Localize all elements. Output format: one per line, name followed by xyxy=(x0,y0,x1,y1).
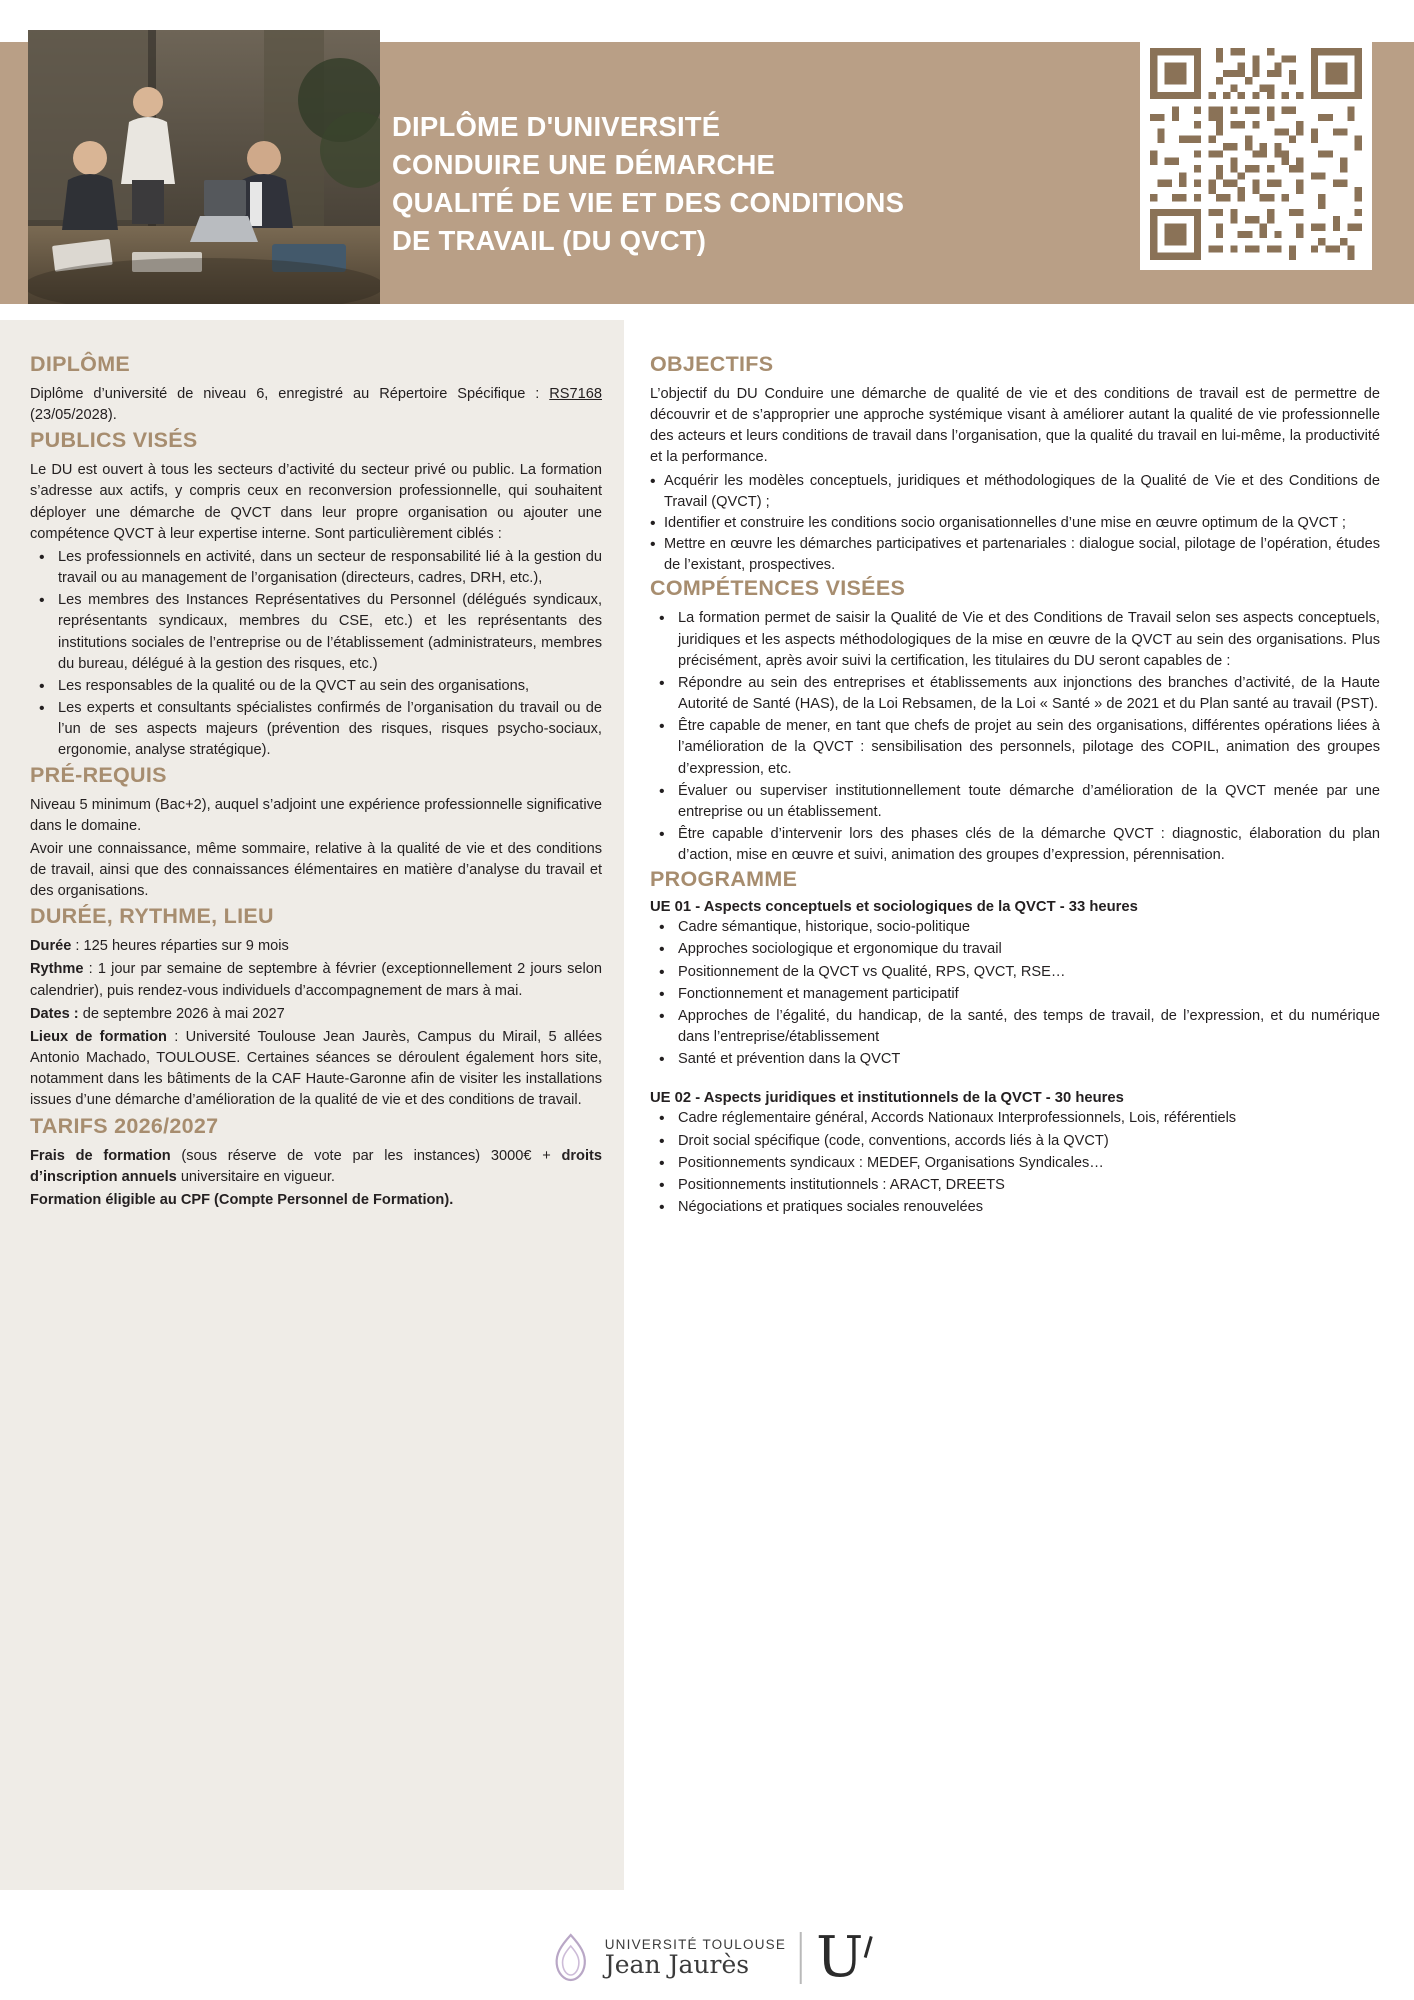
list-item: • Identifier et construire les conditions socio organisationnelles d’une mise en œuvre optimum de la QVCT ; xyxy=(650,513,1380,534)
list-item: • Être capable d’intervenir lors des phases clés de la démarche QVCT : diagnostic, élaboration du plan d’action, mise en œuvre et suivi, animation des groupes d’expression, pérennisation. xyxy=(676,824,1380,866)
lieux-value: : Université Toulouse Jean Jaurès, Campus du Mirail, 5 allées Antonio Machado, TOULOUSE. Certaines séances se déroulent également hors site, notamment dans les bâtiments de la CAF Haute-Garonne afin de visiter les installations issues d’une démarche d’amélioration de la qualité de vie et des conditions de travail. xyxy=(30,1028,603,1109)
list-item: • Acquérir les modèles conceptuels, juridiques et méthodologiques de la Qualité de Vie et des Conditions de Travail (QVCT) ; xyxy=(650,471,1380,513)
right-column xyxy=(650,352,1380,1219)
diplome-text xyxy=(30,384,602,426)
list-item: • Les professionnels en activité, dans un secteur de responsabilité lié à la gestion du travail ou au management de l’organisation (directeurs, cadres, DRH, etc.), xyxy=(56,547,602,589)
ue01-list xyxy=(650,917,1380,1070)
university-logo xyxy=(551,1925,864,1990)
section-diplome-heading: DIPLÔME xyxy=(30,352,131,376)
logo-wordmark xyxy=(605,1938,786,1978)
poster-footer xyxy=(0,1890,1414,2000)
logo-divider xyxy=(800,1932,802,1984)
diplome-text-before: Diplôme d’université de niveau 6, enregistré au Répertoire Spécifique : xyxy=(30,386,550,402)
list-item: • La formation permet de saisir la Qualité de Vie et des Conditions de Travail selon ses aspects conceptuels, juridiques et les aspects méthodologiques de la mise en œuvre de la QVCT au sein des organisations. Plus précisément, après avoir suivi la certification, les titulaires du DU seront capables de : xyxy=(676,608,1380,671)
section-prerequis-heading: PRÉ-REQUIS xyxy=(30,762,167,787)
title-line-4: DE TRAVAIL (DU QVCT) xyxy=(392,224,707,256)
title-line-2: CONDUIRE UNE DÉMARCHE xyxy=(392,148,776,180)
poster-header xyxy=(0,0,1414,320)
list-item: • Répondre au sein des entreprises et établissements aux injonctions des branches d’activité, de la Haute Autorité de Santé (HAS), de la Loi Rebsamen, de la Loi « Santé » de 2021 et du Plan santé au travail (PST). xyxy=(676,673,1380,715)
objectifs-intro: L’objectif du DU Conduire une démarche de qualité de vie et des conditions de travail est de permettre de découvrir et de s’approprier une approche systémique visant à améliorer autant la qualité de vie professionnelle des acteurs et leurs conditions de travail dans l’organisation, que la qualité du travail en lui-même, la productivité et la performance. xyxy=(650,386,1380,466)
dates-label: Dates : xyxy=(30,1005,79,1022)
list-item: • Positionnement de la QVCT vs Qualité, RPS, QVCT, RSE… xyxy=(676,962,1380,983)
list-item: • Négociations et pratiques sociales renouvelées xyxy=(676,1197,1380,1218)
section-competences-heading: COMPÉTENCES VISÉES xyxy=(650,576,906,601)
logo-u-mark xyxy=(816,1925,864,1990)
list-item: • Fonctionnement et management participatif xyxy=(676,984,1380,1005)
lieux-line xyxy=(30,1027,602,1112)
frais-label: Frais de formation xyxy=(30,1147,171,1164)
rythme-label: Rythme xyxy=(30,961,84,978)
list-item: • Droit social spécifique (code, conventions, accords liés à la QVCT) xyxy=(676,1131,1380,1152)
list-item: • Les membres des Instances Représentatives du Personnel (délégués syndicaux, représentants syndicaux, membres du CSE, etc.) et les représentants des institutions sociales de l’entreprise ou de l’établissement (administrateurs, membres du bureau, délégué à la gestion des risques, etc.) xyxy=(56,590,602,675)
logo-line-1: UNIVERSITÉ TOULOUSE xyxy=(604,1936,787,1952)
meeting-photo-illustration xyxy=(28,30,380,304)
list-item: • Santé et prévention dans la QVCT xyxy=(676,1049,1380,1070)
lieux-label: Lieux de formation xyxy=(30,1028,167,1045)
publics-list xyxy=(30,547,602,762)
list-item: • Cadre réglementaire général, Accords Nationaux Interprofessionnels, Lois, référentiels xyxy=(676,1108,1380,1129)
tarifs-line xyxy=(30,1146,602,1188)
list-item: • Approches de l’égalité, du handicap, de la santé, des temps de travail, de l’expression, et du numérique dans l’entreprise/établissement xyxy=(676,1006,1380,1048)
logo-flame-icon xyxy=(551,1932,591,1984)
list-item: • Positionnements institutionnels : ARACT, DREETS xyxy=(676,1175,1380,1196)
page-title xyxy=(392,108,1112,260)
list-item: • Approches sociologique et ergonomique du travail xyxy=(676,939,1380,960)
cpf-line: Formation éligible au CPF (Compte Personnel de Formation). xyxy=(30,1191,454,1208)
objectifs-list xyxy=(650,471,1380,577)
logo-u-accent xyxy=(863,1936,872,1958)
droits-label: droits d’inscription annuels xyxy=(30,1147,602,1185)
duree-label: Durée xyxy=(30,938,72,955)
list-item: • Évaluer ou superviser institutionnellement toute démarche d’amélioration de la QVCT menée par une entreprise ou un établissement. xyxy=(676,781,1380,823)
droits-value: universitaire en vigueur. xyxy=(176,1168,335,1185)
poster-content xyxy=(0,320,1414,1890)
ue02-title: UE 02 - Aspects juridiques et institutionnels de la QVCT - 30 heures xyxy=(650,1090,1124,1107)
section-duree-heading: DURÉE, RYTHME, LIEU xyxy=(30,904,274,929)
frais-value: (sous réserve de vote par les instances) 3000€ + xyxy=(170,1147,562,1164)
title-line-3: QUALITÉ DE VIE ET DES CONDITIONS xyxy=(392,186,905,218)
rs-link[interactable]: RS7168 xyxy=(549,386,602,402)
section-tarifs-heading: TARIFS 2026/2027 xyxy=(30,1113,219,1138)
rythme-line xyxy=(30,959,602,1001)
section-objectifs-heading: OBJECTIFS xyxy=(650,352,774,376)
duree-line xyxy=(30,936,602,957)
list-item: • Positionnements syndicaux : MEDEF, Organisations Syndicales… xyxy=(676,1153,1380,1174)
ue02-list xyxy=(650,1108,1380,1218)
diplome-text-after: (23/05/2028). xyxy=(30,407,117,424)
list-item: • Les experts et consultants spécialistes confirmés de l’organisation du travail ou de l’un de ses aspects majeurs (prévention des risques, risques psycho-sociaux, ergonomie, analyse stratégique). xyxy=(56,698,602,761)
section-publics-heading: PUBLICS VISÉS xyxy=(30,428,198,453)
logo-line-2: Jean Jaurès xyxy=(604,1949,750,1979)
list-item: • Les responsables de la qualité ou de la QVCT au sein des organisations, xyxy=(56,676,602,697)
duree-value: : 125 heures réparties sur 9 mois xyxy=(71,938,289,955)
qr-code[interactable] xyxy=(1140,38,1372,270)
header-photo xyxy=(28,30,380,304)
left-column xyxy=(30,352,602,1213)
rythme-value: : 1 jour par semaine de septembre à février (exceptionnellement 2 jours selon calendrier), puis rendez-vous individuels d’accompagnement de mars à mai. xyxy=(30,961,602,999)
list-item: • Cadre sémantique, historique, socio-politique xyxy=(676,917,1380,938)
list-item: • Être capable de mener, en tant que chefs de projet au sein des organisations, différentes opérations liées à l’amélioration de la QVCT : sensibilisation des personnels, pilotage des COPIL, animation des groupes d’expression, etc. xyxy=(676,716,1380,779)
prerequis-p2: Avoir une connaissance, même sommaire, relative à la qualité de vie et des conditions de travail, ainsi que des connaissances élémentaires en matière d’analyse du travail et des organisations. xyxy=(30,840,602,900)
ue01-title: UE 01 - Aspects conceptuels et sociologiques de la QVCT - 33 heures xyxy=(650,899,1138,916)
qr-code-image xyxy=(1150,48,1362,260)
competences-list xyxy=(650,608,1380,866)
list-item: • Mettre en œuvre les démarches participatives et partenariales : dialogue social, pilotage de l’opération, études de l’existant, prospectives. xyxy=(650,534,1380,576)
dates-line xyxy=(30,1004,602,1025)
section-programme-heading: PROGRAMME xyxy=(650,867,798,892)
logo-u-letter: U xyxy=(816,1925,864,1990)
dates-value: de septembre 2026 à mai 2027 xyxy=(78,1005,285,1022)
prerequis-p1: Niveau 5 minimum (Bac+2), auquel s’adjoint une expérience professionnelle significative dans le domaine. xyxy=(30,796,602,834)
publics-intro: Le DU est ouvert à tous les secteurs d’activité du secteur privé ou public. La formation s’adresse aux actifs, y compris ceux en reconversion professionnelle, qui souhaitent déployer une démarche de QVCT dans leur propre organisation ou ajouter une compétence QVCT à leur expertise interne. Sont particulièrement ciblés : xyxy=(30,462,602,542)
title-line-1: DIPLÔME D'UNIVERSITÉ xyxy=(392,111,721,142)
